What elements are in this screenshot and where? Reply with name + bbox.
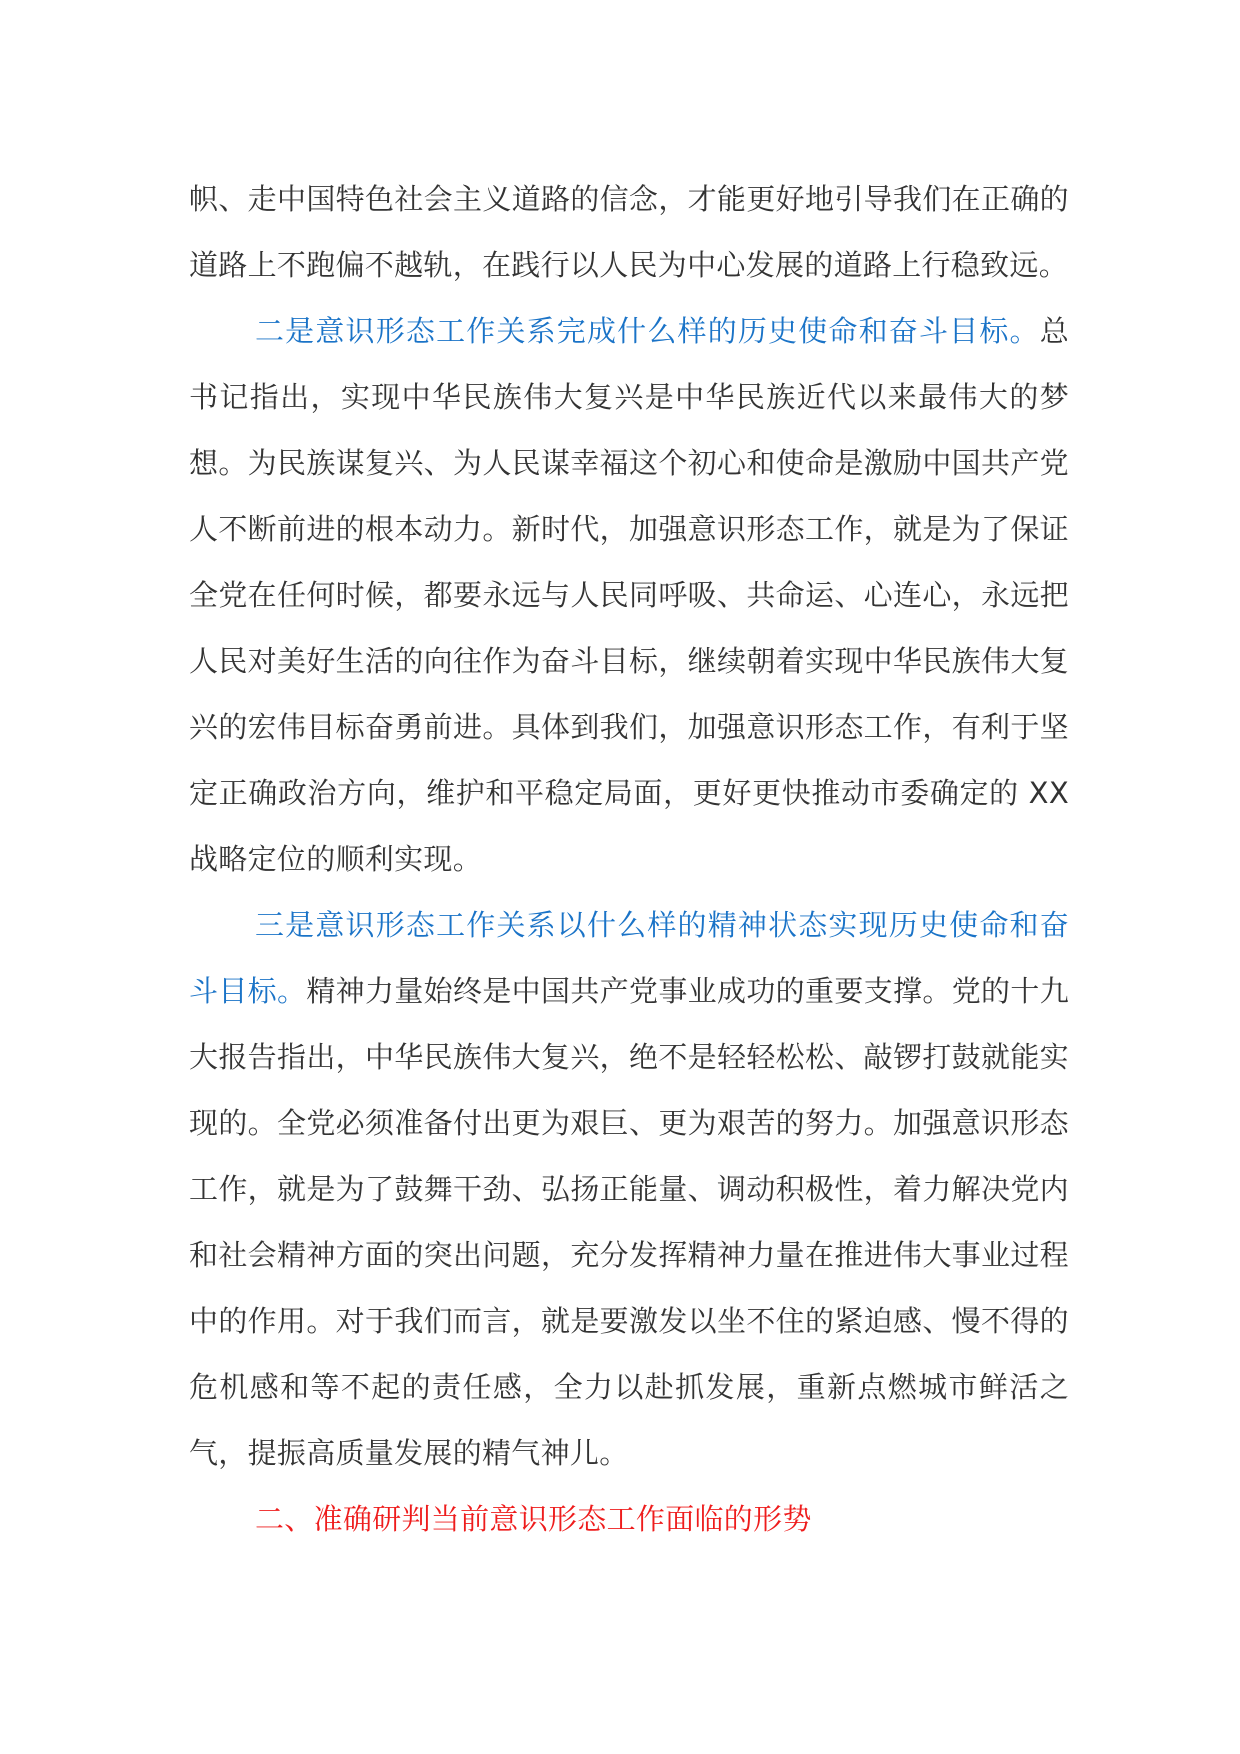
paragraph-1-text: 帜、走中国特色社会主义道路的信念，才能更好地引导我们在正确的道路上不跑偏不越轨，在践行以人民为中心发展的道路上行稳致远。 [189, 182, 1069, 282]
section-heading-text: 二、准确研判当前意识形态工作面临的形势 [255, 1502, 812, 1536]
paragraph-3-text: 精神力量始终是中国共产党事业成功的重要支撑。党的十九大报告指出，中华民族伟大复兴，绝不是轻轻松松、敲锣打鼓就能实现的。全党必须准备付出更为艰巨、更为艰苦的努力。加强意识形态工作，就是为了鼓舞干劲、弘扬正能量、调动积极性，着力解决党内和社会精神方面的突出问题，充分发挥精神力量在推进伟大事业过程中的作用。对于我们而言，就是要激发以坐不住的紧迫感、慢不得的危机感和等不起的责任感，全力以赴抓发展，重新点燃城市鲜活之气，提振高质量发展的精气神儿。 [189, 974, 1069, 1470]
paragraph-2-text: 总书记指出，实现中华民族伟大复兴是中华民族近代以来最伟大的梦想。为民族谋复兴、为人民谋幸福这个初心和使命是激励中国共产党人不断前进的根本动力。新时代，加强意识形态工作，就是为了保证全党在任何时候，都要永远与人民同呼吸、共命运、心连心，永远把人民对美好生活的向往作为奋斗目标，继续朝着实现中华民族伟大复兴的宏伟目标奋勇前进。具体到我们，加强意识形态工作，有利于坚定正确政治方向，维护和平稳定局面，更好更快推动市委确定的 XX 战略定位的顺利实现。 [189, 314, 1069, 876]
paragraph-3-lead: 三是意识形态工作关系以什么样的精神状态实现历史使命和奋斗目标。 [189, 908, 1069, 1008]
document-body [189, 166, 1069, 1552]
paragraph-2 [189, 298, 1069, 892]
paragraph-3 [189, 892, 1069, 1486]
paragraph-1 [189, 166, 1069, 298]
section-heading [189, 1486, 1069, 1552]
paragraph-2-lead: 二是意识形态工作关系完成什么样的历史使命和奋斗目标。 [255, 314, 1040, 348]
